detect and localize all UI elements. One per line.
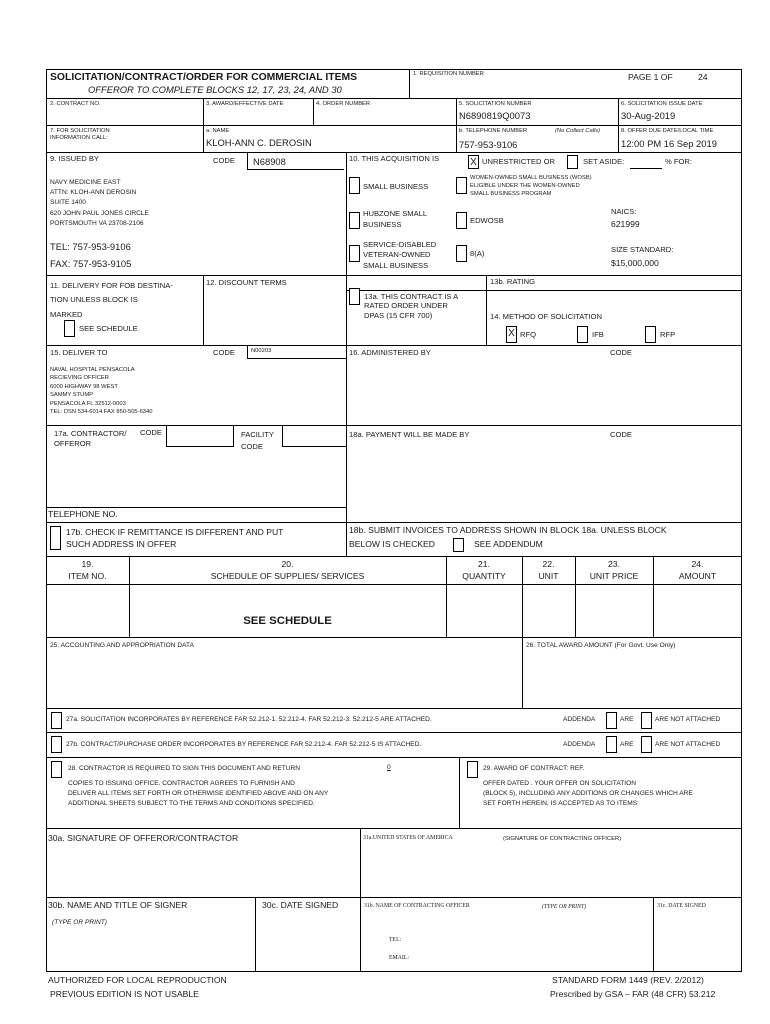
sdvosb-checkbox[interactable] xyxy=(349,245,360,262)
method-label: 14. METHOD OF SOLICITATION xyxy=(490,312,602,321)
clause-27b-text: 27b. CONTRACT/PURCHASE ORDER INCORPORATES BY REFERENCE FAR 52.212-4. FAR 52.212-5 IS ATTACHED. xyxy=(66,741,422,748)
contractor-code-box[interactable] xyxy=(166,426,234,447)
col-item-no: 19. ITEM NO. xyxy=(68,559,107,582)
size-standard-value: $15,000,000 xyxy=(611,258,659,268)
co-name-note: (TYPE OR PRINT) xyxy=(542,904,587,910)
rule xyxy=(46,556,742,557)
footer-form-number: STANDARD FORM 1449 (REV. 2/2012) xyxy=(552,975,704,985)
page-total: 24 xyxy=(698,72,708,82)
rule xyxy=(46,708,742,709)
delivery-fob-label: 11. DELIVERY FOR FOB DESTINA- TION UNLESS BLOCK IS MARKED xyxy=(50,281,173,319)
issued-address: NAVY MEDICINE EAST ATTN: KLOH-ANN DEROSIN SUITE 1400 620 JOHN PAUL JONES CIRCLE PORTSMOUTH VA 23708-2106 xyxy=(50,179,149,227)
rule xyxy=(46,507,346,508)
rule xyxy=(46,584,742,585)
signature-co-note: (SIGNATURE OF CONTRACTING OFFICER) xyxy=(503,836,622,842)
accounting-label: 25. ACCOUNTING AND APPROPRIATION DATA xyxy=(50,642,194,649)
rule xyxy=(46,125,742,126)
phone-value[interactable]: 757-953-9106 xyxy=(459,139,518,150)
payment-label: 18a. PAYMENT WILL BE MADE BY xyxy=(349,430,470,439)
rule xyxy=(46,828,742,829)
addenda-27a-are-label: ARE xyxy=(620,716,634,723)
administered-code-label: CODE xyxy=(610,348,632,357)
remittance-checkbox[interactable] xyxy=(50,526,61,550)
hubzone-checkbox[interactable] xyxy=(349,212,360,229)
col-quantity: 21. QUANTITY xyxy=(462,559,506,582)
rule xyxy=(255,897,256,972)
issue-date-value[interactable]: 30-Aug-2019 xyxy=(621,110,676,121)
clause-28-copies[interactable]: 0 xyxy=(387,764,391,771)
addenda-27b-label: ADDENDA xyxy=(563,741,596,748)
hubzone-label: HUBZONE SMALL BUSINESS xyxy=(363,209,428,229)
form-subtitle: OFFEROR TO COMPLETE BLOCKS 12, 17, 23, 24, AND 30 xyxy=(88,84,342,95)
rule xyxy=(203,98,204,152)
ifb-checkbox[interactable] xyxy=(577,326,588,343)
clause-29-checkbox[interactable] xyxy=(467,761,478,778)
rfq-checkbox[interactable]: X xyxy=(506,326,517,343)
name-label: a. NAME xyxy=(206,128,230,134)
rule xyxy=(46,345,742,346)
clause-29-text: 29. AWARD OF CONTRACT: REF. xyxy=(483,765,585,772)
solicitation-number-label: 5. SOLICITATION NUMBER xyxy=(459,101,532,107)
rule xyxy=(409,69,410,98)
co-email-label: EMAIL: xyxy=(389,955,409,961)
rule xyxy=(46,522,742,523)
wosb-checkbox[interactable] xyxy=(456,177,467,194)
edwosb-label: EDWOSB xyxy=(470,216,504,225)
rule xyxy=(46,152,742,153)
rule xyxy=(203,275,204,345)
eight-a-label: 8(A) xyxy=(470,249,485,258)
footer-authorized: AUTHORIZED FOR LOCAL REPRODUCTION xyxy=(48,975,227,985)
wosb-label: WOMEN-OWNED SMALL BUSINESS (WOSB) ELIGIBLE UNDER THE WOMEN-OWNED SMALL BUSINESS PROGRAM xyxy=(470,175,592,197)
rule xyxy=(313,98,314,125)
date-signed-label: 30c. DATE SIGNED xyxy=(262,900,339,910)
eight-a-checkbox[interactable] xyxy=(456,245,467,262)
rule xyxy=(46,637,742,638)
small-business-label: SMALL BUSINESS xyxy=(363,182,429,191)
total-award-label: 26. TOTAL AWARD AMOUNT (For Govt. Use Only) xyxy=(526,642,676,649)
deliver-to-label: 15. DELIVER TO xyxy=(50,348,108,357)
addendum-label: SEE ADDENDUM xyxy=(474,539,543,549)
submit-invoices-label: 18b. SUBMIT INVOICES TO ADDRESS SHOWN IN BLOCK 18a. UNLESS BLOCK xyxy=(349,525,667,535)
addenda-27a-not-label: ARE NOT ATTACHED xyxy=(655,716,721,723)
issue-date-label: 6. SOLICITATION ISSUE DATE xyxy=(621,101,703,107)
issued-by-label: 9. ISSUED BY xyxy=(50,154,99,163)
rfq-label: RFQ xyxy=(520,330,537,339)
facility-code-box[interactable] xyxy=(282,426,346,447)
award-date-label: 3. AWARD/EFFECTIVE DATE xyxy=(206,101,284,107)
see-schedule-checkbox[interactable] xyxy=(64,320,75,337)
rule xyxy=(46,275,742,276)
rule xyxy=(346,152,347,556)
clause-29-body: OFFER DATED . YOUR OFFER ON SOLICITATION (BLOCK 5), INCLUDING ANY ADDITIONS OR CHANGES WHICH ARE SET FORTH HEREIN, IS ACCEPTED AS TO ITEMS: xyxy=(483,780,693,808)
col-schedule: 20. SCHEDULE OF SUPPLIES/ SERVICES xyxy=(210,559,365,582)
small-business-checkbox[interactable] xyxy=(349,177,360,194)
rule xyxy=(618,98,619,152)
clause-27a-checkbox[interactable] xyxy=(51,712,62,729)
col-unit-price: 23. UNIT PRICE xyxy=(589,559,639,582)
rule xyxy=(46,757,742,758)
addenda-27b-not-checkbox[interactable] xyxy=(641,736,652,753)
acquisition-label: 10. THIS ACQUISITION IS xyxy=(349,154,440,163)
addendum-checkbox[interactable] xyxy=(453,538,464,552)
rule xyxy=(360,828,361,972)
signature-offeror-label: 30a. SIGNATURE OF OFFEROR/CONTRACTOR xyxy=(48,833,239,843)
co-date-label: 31c. DATE SIGNED xyxy=(657,903,706,909)
offer-due-value[interactable]: 12:00 PM 16 Sep 2019 xyxy=(621,138,717,149)
col-amount: 24. AMOUNT xyxy=(678,559,717,582)
rule xyxy=(653,897,654,972)
signature-usa-label: 31a.UNITED STATES OF AMERICA xyxy=(363,835,453,841)
see-schedule-text: SEE SCHEDULE xyxy=(243,615,332,627)
clause-28-text: 28. CONTRACTOR IS REQUIRED TO SIGN THIS DOCUMENT AND RETURN xyxy=(68,765,301,772)
form-title: SOLICITATION/CONTRACT/ORDER FOR COMMERCIAL ITEMS xyxy=(50,72,358,83)
rule xyxy=(522,637,523,708)
clause-28-checkbox[interactable] xyxy=(51,761,62,778)
issued-fax: FAX: 757-953-9105 xyxy=(50,258,132,269)
unrestricted-checkbox[interactable]: X xyxy=(468,155,479,169)
co-tel-label: TEL: xyxy=(389,937,402,943)
clause-28-body: COPIES TO ISSUING OFFICE. CONTRACTOR AGREES TO FURNISH AND DELIVER ALL ITEMS SET FORTH OR OTHERWISE IDENTIFIED ABOVE AND ON ANY ADDITIONAL SHEETS SUBJECT TO THE TERMS AND CONDITIONS SPECIFIED. xyxy=(68,780,329,808)
sdvosb-label: SERVICE-DISABLED VETERAN-OWNED SMALL BUSINESS xyxy=(363,240,437,270)
facility-code-label: FACILITY CODE xyxy=(241,430,274,452)
contract-no-label: 2. CONTRACT NO. xyxy=(50,101,101,107)
addenda-27a-are-checkbox[interactable] xyxy=(606,712,617,729)
edwosb-checkbox[interactable] xyxy=(456,212,467,229)
naics-label: NAICS: xyxy=(611,207,637,216)
rule xyxy=(486,275,487,345)
set-aside-label: SET ASIDE: xyxy=(583,157,625,166)
requisition-label: 1. REQUISITION NUMBER xyxy=(413,71,484,77)
pct-for-label: % FOR: xyxy=(665,157,693,166)
col-unit: 22. UNIT xyxy=(538,559,559,582)
addenda-27b-are-label: ARE xyxy=(620,741,634,748)
signer-name-note: (TYPE OR PRINT) xyxy=(52,919,107,926)
deliver-code-value[interactable]: N00203 xyxy=(251,348,272,354)
discount-terms-label: 12. DISCOUNT TERMS xyxy=(206,278,287,287)
issued-code-value[interactable]: N68908 xyxy=(253,156,286,167)
size-standard-label: SIZE STANDARD: xyxy=(611,245,674,254)
deliver-to-address: NAVAL HOSPITAL PENSACOLA RECIEVING OFFICER 6000 HIGHWAY 98 WEST SAMMY STUMP PENSACOLA FL 32512-0003 TEL: DSN 534-6014 FAX 850-505-6340 xyxy=(50,367,153,415)
addenda-27b-are-checkbox[interactable] xyxy=(606,736,617,753)
naics-value: 621999 xyxy=(611,219,640,229)
addenda-27a-label: ADDENDA xyxy=(563,716,596,723)
set-aside-blank xyxy=(630,168,662,169)
deliver-code-label: CODE xyxy=(213,348,235,357)
rfp-checkbox[interactable] xyxy=(645,326,656,343)
phone-label: b. TELEPHONE NUMBER xyxy=(459,128,528,134)
contractor-code-label: CODE xyxy=(140,428,162,437)
info-call-label: 7. FOR SOLICITATION INFORMATION CALL: xyxy=(50,128,110,142)
ifb-label: IFB xyxy=(592,330,604,339)
clause-27a-text: 27a. SOLICITATION INCORPORATES BY REFERENCE FAR 52.212-1. 52.212-4. FAR 52.212-3. 52.212-5 ARE ATTACHED. xyxy=(66,716,432,723)
telephone-label: TELEPHONE NO. xyxy=(48,509,118,519)
rule xyxy=(456,98,457,152)
signer-name-label: 30b. NAME AND TITLE OF SIGNER xyxy=(48,900,188,910)
order-number-label: 4. ORDER NUMBER xyxy=(316,101,371,107)
set-aside-checkbox[interactable] xyxy=(567,155,578,169)
rule xyxy=(46,732,742,733)
rule xyxy=(346,290,742,291)
addenda-27b-not-label: ARE NOT ATTACHED xyxy=(655,741,721,748)
remittance-label: 17b. CHECK IF REMITTANCE IS DIFFERENT AND PUT SUCH ADDRESS IN OFFER xyxy=(66,527,284,550)
rfp-label: RFP xyxy=(660,330,676,339)
footer-prescribed: Prescribed by GSA – FAR (48 CFR) 53.212 xyxy=(550,989,716,999)
rating-label: 13b. RATING xyxy=(490,277,536,286)
footer-previous: PREVIOUS EDITION IS NOT USABLE xyxy=(50,989,199,999)
contractor-label: 17a. CONTRACTOR/ OFFEROR xyxy=(54,429,127,448)
rated-order-label: 13a. THIS CONTRACT IS A RATED ORDER UNDER DPAS (15 CFR 700) xyxy=(364,292,459,320)
issued-tel: TEL: 757-953-9106 xyxy=(50,241,131,252)
page-label: PAGE 1 OF xyxy=(628,72,673,82)
phone-note: (No Collect Calls) xyxy=(555,128,601,134)
solicitation-number-value[interactable]: N6890819Q0073 xyxy=(459,110,531,121)
rule xyxy=(459,757,460,828)
clause-27b-checkbox[interactable] xyxy=(51,736,62,753)
name-value[interactable]: KLOH-ANN C. DEROSIN xyxy=(206,137,312,148)
rule xyxy=(46,897,742,898)
co-name-label: 31b. NAME OF CONTRACTING OFFICER xyxy=(364,903,470,909)
rule xyxy=(46,98,742,99)
rule xyxy=(46,425,742,426)
administered-by-label: 16. ADMINISTERED BY xyxy=(349,348,431,357)
payment-code-label: CODE xyxy=(610,430,632,439)
see-schedule-label: SEE SCHEDULE xyxy=(79,324,138,333)
offer-due-label: 8. OFFER DUE DATE/LOCAL TIME xyxy=(621,128,714,134)
issued-code-label: CODE xyxy=(213,156,235,165)
addenda-27a-not-checkbox[interactable] xyxy=(641,712,652,729)
below-checked-label: BELOW IS CHECKED xyxy=(349,539,435,549)
rated-order-checkbox[interactable] xyxy=(349,288,360,305)
unrestricted-label: UNRESTRICTED OR xyxy=(482,157,555,166)
